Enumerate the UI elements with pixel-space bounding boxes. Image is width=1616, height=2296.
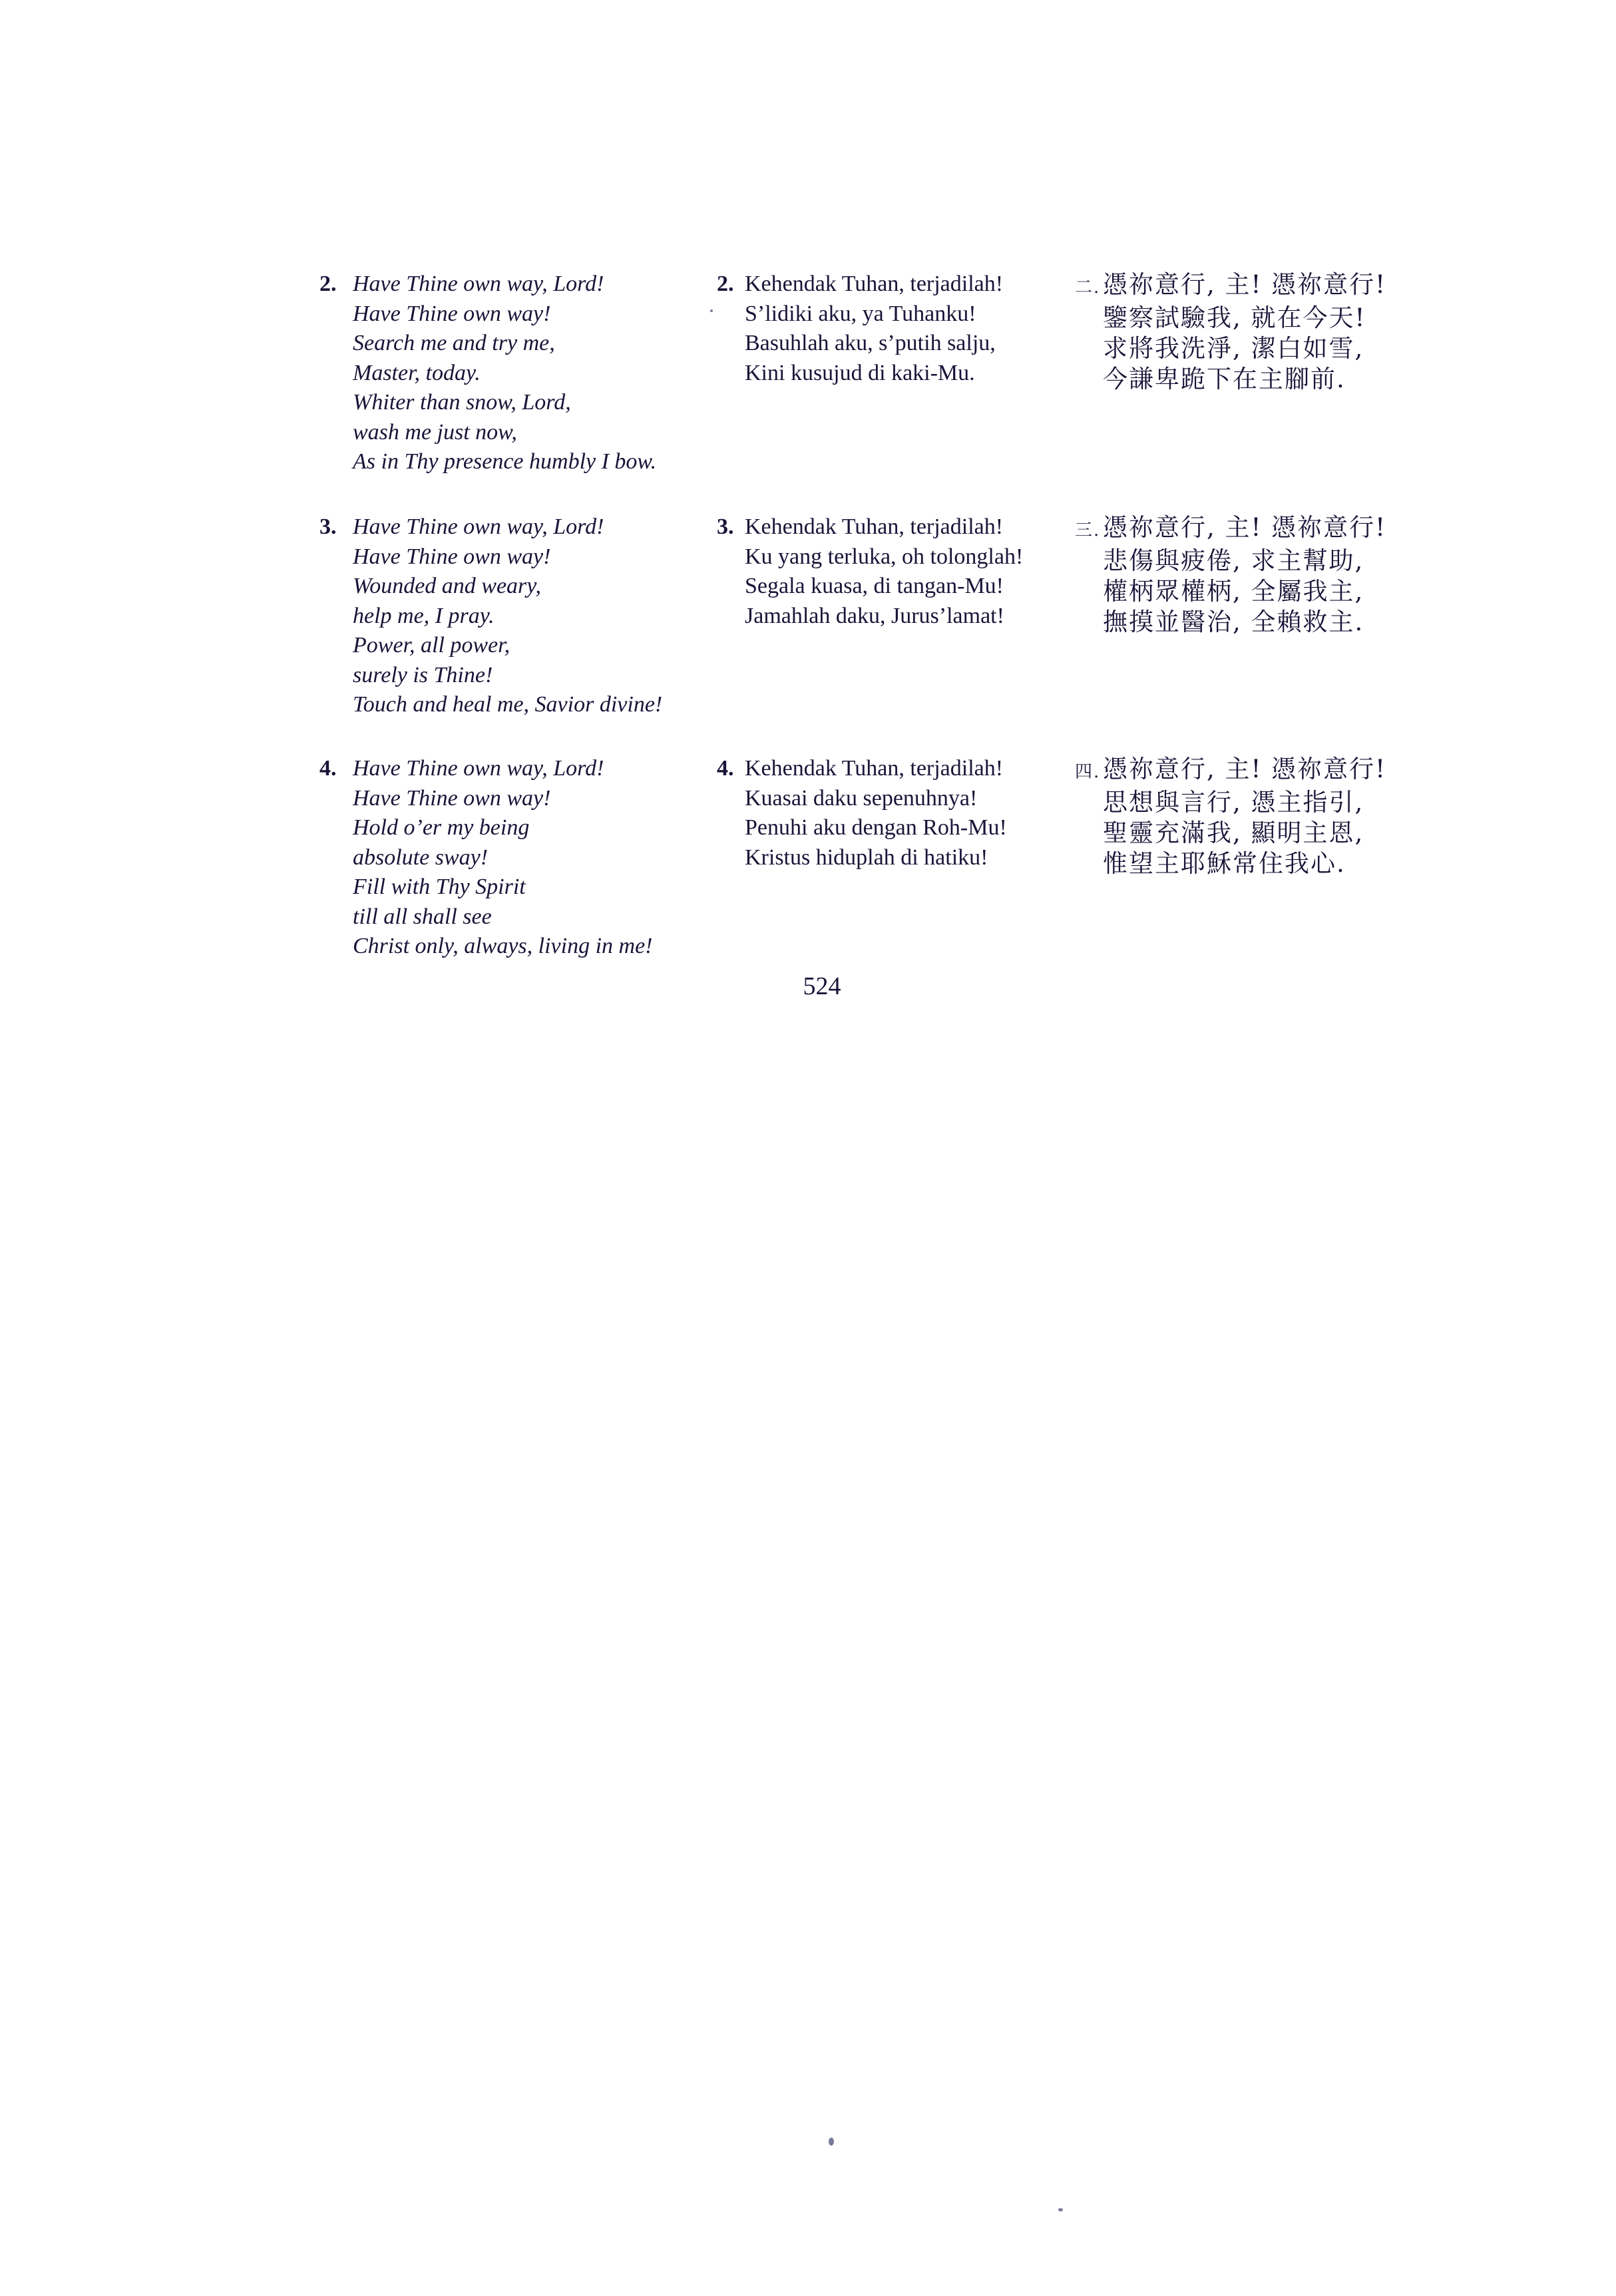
indonesian-line: Ku yang terluka, oh tolonglah! [745,544,1024,569]
verse-number: 三. [1075,520,1101,540]
indonesian-line: Kehendak Tuhan, terjadilah! [745,514,1004,539]
english-line: As in Thy presence humbly I bow. [353,449,657,474]
english-line: Have Thine own way, Lord! [353,756,604,781]
english-line: Fill with Thy Spirit [353,874,526,899]
english-line: Christ only, always, living in me! [353,934,653,958]
chinese-verse [1075,270,1421,395]
chinese-verse [1075,512,1421,638]
english-line: Touch and heal me, Savior divine! [353,692,663,717]
indonesian-line: Kehendak Tuhan, terjadilah! [745,756,1004,781]
indonesian-verse [717,512,1090,631]
english-line: Have Thine own way! [353,785,551,811]
indonesian-line: S’lidiki aku, ya Tuhanku! [745,301,976,326]
verse-number: 四. [1075,762,1101,782]
indonesian-line: Kristus hiduplah di hatiku! [745,845,988,870]
english-line: Whiter than snow, Lord, [353,390,571,415]
english-line: Have Thine own way! [353,301,551,326]
indonesian-line: Kuasai daku sepenuhnya! [745,785,978,811]
english-line: help me, I pray. [353,603,495,628]
english-verse [319,754,719,962]
indonesian-line: Basuhlah aku, s’putih salju, [745,331,996,355]
chinese-line: 求將我洗淨, 潔白如雪, [1103,334,1364,363]
chinese-line: 惟望主耶穌常住我心. [1103,849,1346,878]
verse-number: 2. [319,272,337,296]
english-verse [319,512,719,720]
verse-number: 4. [717,756,734,781]
indonesian-line: Jamahlah daku, Jurus’lamat! [745,603,1004,628]
indonesian-line: Segala kuasa, di tangan-Mu! [745,574,1004,598]
english-line: wash me just now, [353,419,517,445]
verse-number: 二. [1075,278,1101,297]
indonesian-verse [717,754,1090,872]
indonesian-line: Kini kusujud di kaki-Mu. [745,360,975,385]
english-line: Power, all power, [353,633,510,658]
chinese-verse [1075,754,1421,879]
chinese-line: 思想與言行, 憑主指引, [1103,788,1364,817]
indonesian-line: Kehendak Tuhan, terjadilah! [745,272,1004,296]
verse-number: 4. [319,756,337,781]
english-line: Master, today. [353,360,481,385]
english-line: Have Thine own way! [353,544,551,569]
chinese-line: 今謙卑跪下在主腳前. [1103,365,1346,393]
chinese-line: 聖靈充滿我, 顯明主恩, [1103,819,1364,847]
english-line: Have Thine own way, Lord! [353,272,604,296]
chinese-line: 憑祢意行, 主! 憑祢意行! [1103,270,1387,299]
english-line: till all shall see [353,904,492,929]
chinese-line: 憑祢意行, 主! 憑祢意行! [1103,755,1387,783]
scan-speck [1058,2208,1063,2211]
verse-number: 2. [717,272,734,296]
english-verse [319,270,719,477]
page-number: 524 [803,972,841,1000]
chinese-line: 鑒察試驗我, 就在今天! [1103,303,1366,332]
scan-speck [710,309,713,312]
indonesian-verse [717,270,1090,388]
english-line: Wounded and weary, [353,574,542,598]
chinese-line: 憑祢意行, 主! 憑祢意行! [1103,513,1387,542]
verse-number: 3. [717,514,734,539]
verse-number: 3. [319,514,337,539]
english-line: surely is Thine! [353,662,493,687]
chinese-line: 權柄眾權柄, 全屬我主, [1103,577,1364,606]
english-line: absolute sway! [353,845,489,870]
scan-speck [829,2138,834,2146]
indonesian-line: Penuhi aku dengan Roh-Mu! [745,815,1007,840]
english-line: Search me and try me, [353,331,555,355]
chinese-line: 悲傷與疲倦, 求主幫助, [1103,546,1364,575]
chinese-line: 撫摸並醫治, 全賴救主. [1103,608,1364,636]
english-line: Have Thine own way, Lord! [353,514,604,539]
english-line: Hold o’er my being [353,815,530,840]
